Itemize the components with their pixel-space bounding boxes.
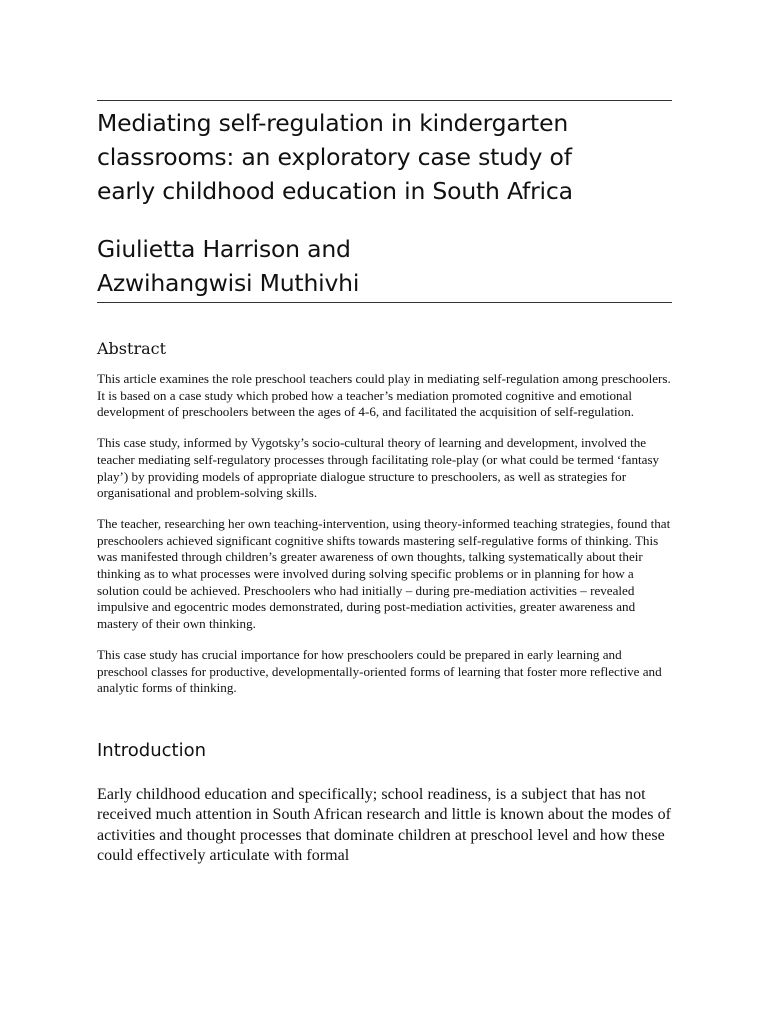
paper-page — [97, 100, 672, 867]
article-title — [97, 106, 672, 208]
abstract-heading: Abstract — [97, 339, 167, 358]
author-line: Giulietta Harrison and — [97, 235, 351, 263]
article-title-line: early childhood education in South Africa — [97, 177, 573, 205]
introduction-paragraph: Early childhood education and specifically; school readiness, is a subject that has not received much attention in South African research and little is known about the modes of activities and thought processes that dominate children at preschool level and how these could effectively articulate with formal — [97, 785, 672, 865]
abstract-paragraph: The teacher, researching her own teaching-intervention, using theory-informed teaching strategies, found that preschoolers achieved significant cognitive shifts towards mastering self-regulative forms of thinking. This was manifested through children’s greater awareness of own thoughts, talking systematically about their thinking as to what processes were involved during solving specific problems or in planning for how a solution could be achieved. Preschoolers who had initially – during pre-mediation activities – revealed impulsive and egocentric modes demonstrated, during post-mediation activities, greater awareness and mastery of their own thinking. — [97, 515, 671, 632]
title-top-rule — [97, 100, 672, 101]
article-authors — [97, 232, 672, 300]
authors-bottom-rule — [97, 302, 672, 303]
abstract-paragraph: This case study, informed by Vygotsky’s socio-cultural theory of learning and development, involved the teacher mediating self-regulatory processes through facilitating role-play (or what could be termed ‘fantasy play’) by providing models of appropriate dialogue structure to preschoolers, as well as strategies for organisational and problem-solving skills. — [97, 435, 660, 501]
author-line: Azwihangwisi Muthivhi — [97, 269, 360, 297]
abstract-paragraph: This article examines the role preschool teachers could play in mediating self-regulation among preschoolers. It is based on a case study which probed how a teacher’s mediation promoted cognitive and emotional development of preschoolers between the ages of 4-6, and facilitated the acquisition of self-regulation. — [97, 371, 671, 420]
introduction-heading: Introduction — [97, 739, 207, 761]
abstract-paragraph: This case study has crucial importance for how preschoolers could be prepared in early learning and preschool classes for productive, developmentally-oriented forms of learning that foster more reflective and analytic forms of thinking. — [97, 646, 662, 696]
article-title-line: classrooms: an exploratory case study of — [97, 143, 572, 171]
article-title-line: Mediating self-regulation in kindergarten — [97, 109, 569, 137]
